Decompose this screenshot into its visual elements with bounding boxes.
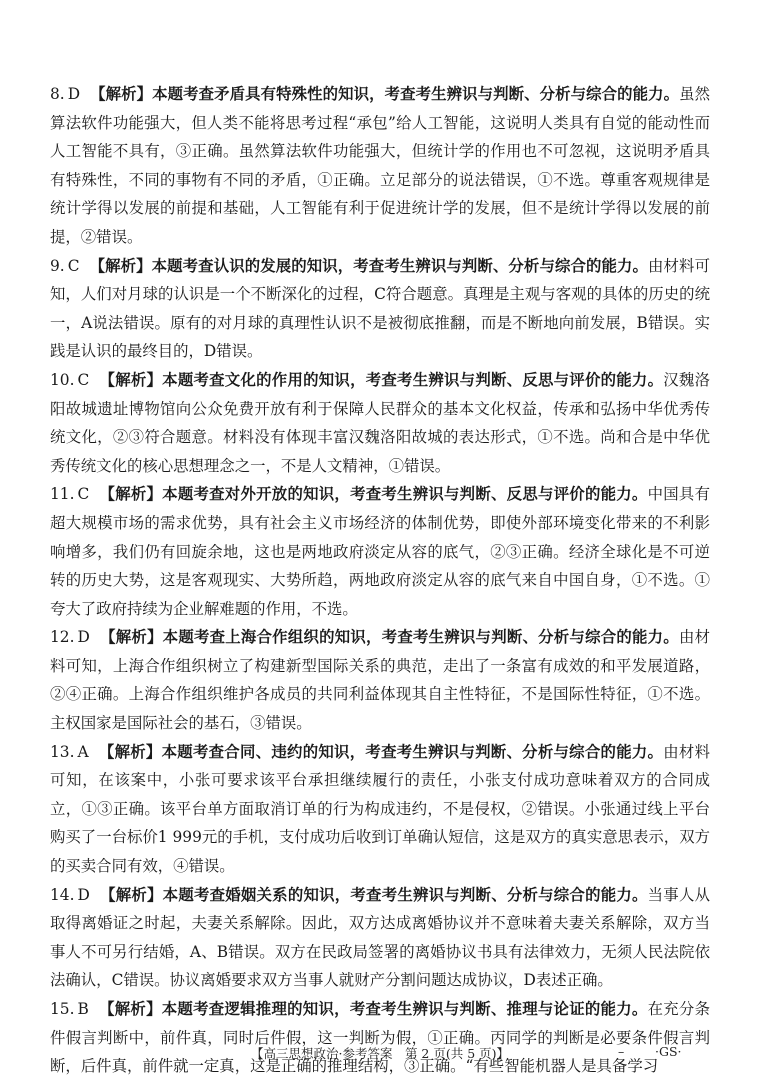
- analysis-tag: 【解析】: [98, 742, 162, 761]
- item-number: 10.: [50, 370, 75, 389]
- analysis-tag: 【解析】: [99, 485, 163, 504]
- item-lead: 本题考查合同、违约的知识，考查考生辨识与判断、分析与综合的能力。: [161, 742, 664, 761]
- item-explanation: 由材料可知，上海合作组织树立了构建新型国际关系的典范，走出了一条富有成效的和平发展道路，②④正确。上海合作组织维护各成员的共同利益体现其自主性特征，不是国际性特征，①不选。主权国家是国际社会的基石，③错误。: [50, 628, 710, 733]
- item-answer: A: [77, 742, 89, 761]
- item-explanation: 由材料可知，人们对月球的认识是一个不断深化的过程，C符合题意。真理是主观与客观的具体的历史的统一，A说法错误。原有的对月球的真理性认识不是被彻底推翻，而是不断地向前发展，B错误。实践是认识的最终目的，D错误。: [50, 256, 710, 361]
- item-lead: 本题考查逻辑推理的知识，考查考生辨识与判断、推理与论证的能力。: [161, 1000, 648, 1018]
- analysis-tag: 【解析】: [90, 85, 153, 103]
- item-number: 13.: [50, 742, 75, 761]
- item-lead: 本题考查认识的发展的知识，考查考生辨识与判断、分析与综合的能力。: [151, 256, 649, 275]
- answer-item-12: [50, 623, 710, 737]
- item-number: 12.: [50, 628, 75, 647]
- item-number: 14.: [50, 885, 75, 904]
- answer-item-13: [50, 738, 710, 881]
- item-answer: C: [77, 370, 90, 389]
- item-lead: 本题考查对外开放的知识，考查考生辨识与判断、反思与评价的能力。: [162, 485, 648, 504]
- item-number: 11.: [50, 485, 75, 504]
- item-explanation: 由材料可知，在该案中，小张可要求该平台承担继续履行的责任，小张支付成功意味着双方的合同成立，①③正确。该平台单方面取消订单的行为构成违约，不是侵权，②错误。小张通过线上平台购买了一台标价1 999元的手机，支付成功后收到订单确认短信，这是双方的真实意思表示，双方的买卖合同有效，④错误。: [50, 742, 710, 876]
- item-explanation: 汉魏洛阳故城遗址博物馆向公众免费开放有利于保障人民群众的基本文化权益，传承和弘扬中华优秀传统文化，②③符合题意。材料没有体现丰富汉魏洛阳故城的表达形式，①不选。尚和合是中华优秀传统文化的核心思想理念之一，不是人文精神，①错误。: [50, 370, 710, 475]
- item-number: 9.: [50, 256, 65, 275]
- item-lead: 本题考查上海合作组织的知识，考查考生辨识与判断、分析与综合的能力。: [162, 628, 679, 647]
- analysis-tag: 【解析】: [99, 370, 163, 389]
- item-number: 15.: [50, 1000, 75, 1018]
- item-answer: C: [77, 485, 90, 504]
- item-lead: 本题考查文化的作用的知识，考查考生辨识与判断、反思与评价的能力。: [162, 370, 664, 389]
- answer-item-9: [50, 252, 710, 366]
- item-explanation: 当事人从取得离婚证之时起，夫妻关系解除。因此，双方达成离婚协议并不意味着夫妻关系解除，双方当事人不可另行结婚，A、B错误。双方在民政局签署的离婚协议书具有法律效力，无须人民法院依法确认，C错误。协议离婚要求双方当事人就财产分割问题达成协议，D表述正确。: [50, 885, 710, 990]
- item-explanation: 虽然算法软件功能强大，但人类不能将思考过程“承包”给人工智能，这说明人类具有自觉的能动性而人工智能不具有，③正确。虽然算法软件功能强大，但统计学的作用也不可忽视，这说明矛盾具有特殊性，不同的事物有不同的矛盾，①正确。立足部分的说法错误，①不选。尊重客观规律是统计学得以发展的前提和基础，人工智能有利于促进统计学的发展，但不是统计学得以发展的前提，②错误。: [50, 85, 710, 246]
- footer-code: ·GS·: [655, 1044, 682, 1059]
- answer-item-15: [50, 995, 710, 1081]
- answer-item-10: [50, 366, 710, 480]
- item-answer: B: [77, 1000, 89, 1018]
- item-number: 8.: [50, 85, 65, 103]
- item-answer: D: [77, 628, 90, 647]
- analysis-tag: 【解析】: [89, 256, 152, 275]
- item-lead: 本题考查矛盾具有特殊性的知识，考查考生辨识与判断、分析与综合的能力。: [152, 85, 680, 103]
- answer-item-8: [50, 80, 710, 252]
- answer-item-14: [50, 881, 710, 995]
- item-lead: 本题考查婚姻关系的知识，考查考生辨识与判断、分析与综合的能力。: [162, 885, 648, 904]
- footer-dash: –: [618, 1044, 625, 1059]
- footer-page-info: 【高三思想政治·参考答案 第 2 页(共 5 页)】: [250, 1046, 510, 1061]
- answer-item-11: [50, 480, 710, 623]
- item-answer: D: [77, 885, 90, 904]
- analysis-tag: 【解析】: [98, 1000, 162, 1018]
- answer-list: [50, 80, 710, 1081]
- item-explanation: 在充分条件假言判断中，前件真，同时后件假，这一判断为假，①正确。丙同学的判断是必要条件假言判断，后件真，前件就一定真，这是正确的推理结构，③正确。“有些智能机器人是具备学习: [50, 1000, 710, 1076]
- item-answer: C: [67, 256, 80, 275]
- analysis-tag: 【解析】: [99, 885, 163, 904]
- item-answer: D: [67, 85, 81, 103]
- analysis-tag: 【解析】: [99, 628, 163, 647]
- item-explanation: 中国具有超大规模市场的需求优势，具有社会主义市场经济的体制优势，即使外部环境变化带来的不利影响增多，我们仍有回旋余地，这也是两地政府淡定从容的底气，②③正确。经济全球化是不可逆转的历史大势，这是客观现实、大势所趋，两地政府淡定从容的底气来自中国自身，①不选。①夸大了政府持续为企业解难题的作用，不选。: [50, 485, 710, 618]
